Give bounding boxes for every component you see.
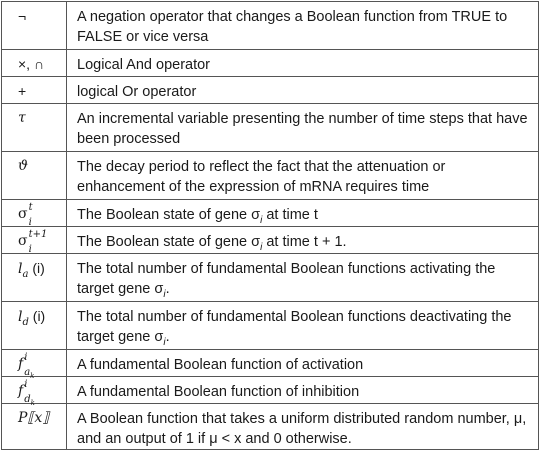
symbol-suffix: (i) [28, 308, 46, 324]
table-row [2, 50, 538, 77]
symbol-subsubscript: k [30, 372, 35, 380]
description-cell: A fundamental Boolean function of activation [77, 357, 364, 373]
symbol-base: f [18, 383, 24, 399]
table-row [2, 377, 538, 407]
symbol-cell: τ [18, 110, 26, 126]
symbol-cell [18, 202, 33, 228]
description-cell: A negation operator that changes a Boolean function from TRUE to FALSE or vice versa [77, 9, 508, 45]
symbol-cell: ϑ [18, 158, 29, 174]
gene-symbol: σ [251, 234, 261, 250]
description-cell: The decay period to reflect the fact that the attenuation or enhancement of the expression of mRNA requires time [77, 159, 446, 195]
symbol-subscript: d [22, 316, 29, 328]
gene-index: i [163, 336, 166, 348]
symbol-superscript: i [24, 352, 28, 363]
symbol-cell [18, 379, 35, 407]
symbol-subsubscript: k [30, 399, 35, 407]
description-text-tail: at time t + 1. [262, 234, 347, 250]
description-text-tail: at time t [262, 207, 318, 223]
gene-symbol: σ [251, 207, 261, 223]
description-cell: An incremental variable presenting the number of time steps that have been processed [77, 111, 528, 147]
symbol-cell: ¬ [18, 8, 27, 24]
table-row [2, 404, 538, 450]
symbol-subscript: i [28, 217, 32, 228]
table-row [2, 2, 538, 50]
symbol-base: σ [18, 233, 28, 249]
table-row [2, 302, 538, 350]
description-cell: A fundamental Boolean function of inhibition [77, 384, 360, 400]
symbol-cell: P⟦x⟧ [18, 410, 50, 426]
gene-symbol: σ [154, 329, 164, 345]
table-row [2, 254, 538, 302]
symbol-cell [18, 259, 45, 279]
table-row [2, 200, 538, 227]
description-cell [77, 232, 530, 252]
table-row [2, 152, 538, 200]
table-row [2, 77, 538, 104]
symbol-superscript: t [28, 202, 33, 213]
symbol-base: f [18, 356, 24, 372]
description-cell [77, 205, 530, 225]
description-cell [77, 307, 530, 347]
notation-table [1, 1, 539, 450]
description-text: The total number of fundamental Boolean functions deactivating the target gene [77, 309, 512, 345]
description-text: The Boolean state of gene [77, 207, 252, 223]
symbol-superscript: i [24, 379, 28, 390]
description-text: The Boolean state of gene [77, 234, 252, 250]
symbol-cell: ×, ∩ [18, 56, 45, 72]
symbol-subscript: a [22, 268, 29, 280]
symbol-base: σ [18, 206, 28, 222]
symbol-cell: + [18, 83, 27, 99]
table-row [2, 104, 538, 152]
description-text: The total number of fundamental Boolean functions activating the target gene [77, 261, 496, 297]
symbol-cell [18, 352, 35, 380]
symbol-subscript: d [24, 394, 31, 405]
symbol-cell [18, 307, 45, 327]
symbol-base: l [18, 261, 23, 277]
description-text-tail: . [165, 329, 170, 345]
symbol-suffix: (i) [28, 260, 45, 276]
description-cell: logical Or operator [77, 84, 197, 100]
description-cell [77, 259, 530, 299]
description-cell: A Boolean function that takes a uniform distributed random number, μ, and an output of 1 if μ < x and 0 otherwise. [77, 411, 527, 447]
gene-index: i [163, 288, 166, 300]
table-row [2, 350, 538, 380]
gene-index: i [260, 241, 263, 253]
symbol-subscript: a [24, 367, 31, 378]
table-row [2, 227, 538, 254]
symbol-subscript: i [28, 244, 32, 255]
gene-symbol: σ [154, 281, 164, 297]
gene-index: i [260, 214, 263, 226]
symbol-superscript: t+1 [28, 229, 48, 240]
symbol-base: l [18, 309, 23, 325]
description-text-tail: . [165, 281, 170, 297]
symbol-cell [18, 229, 48, 255]
description-cell: Logical And operator [77, 57, 211, 73]
